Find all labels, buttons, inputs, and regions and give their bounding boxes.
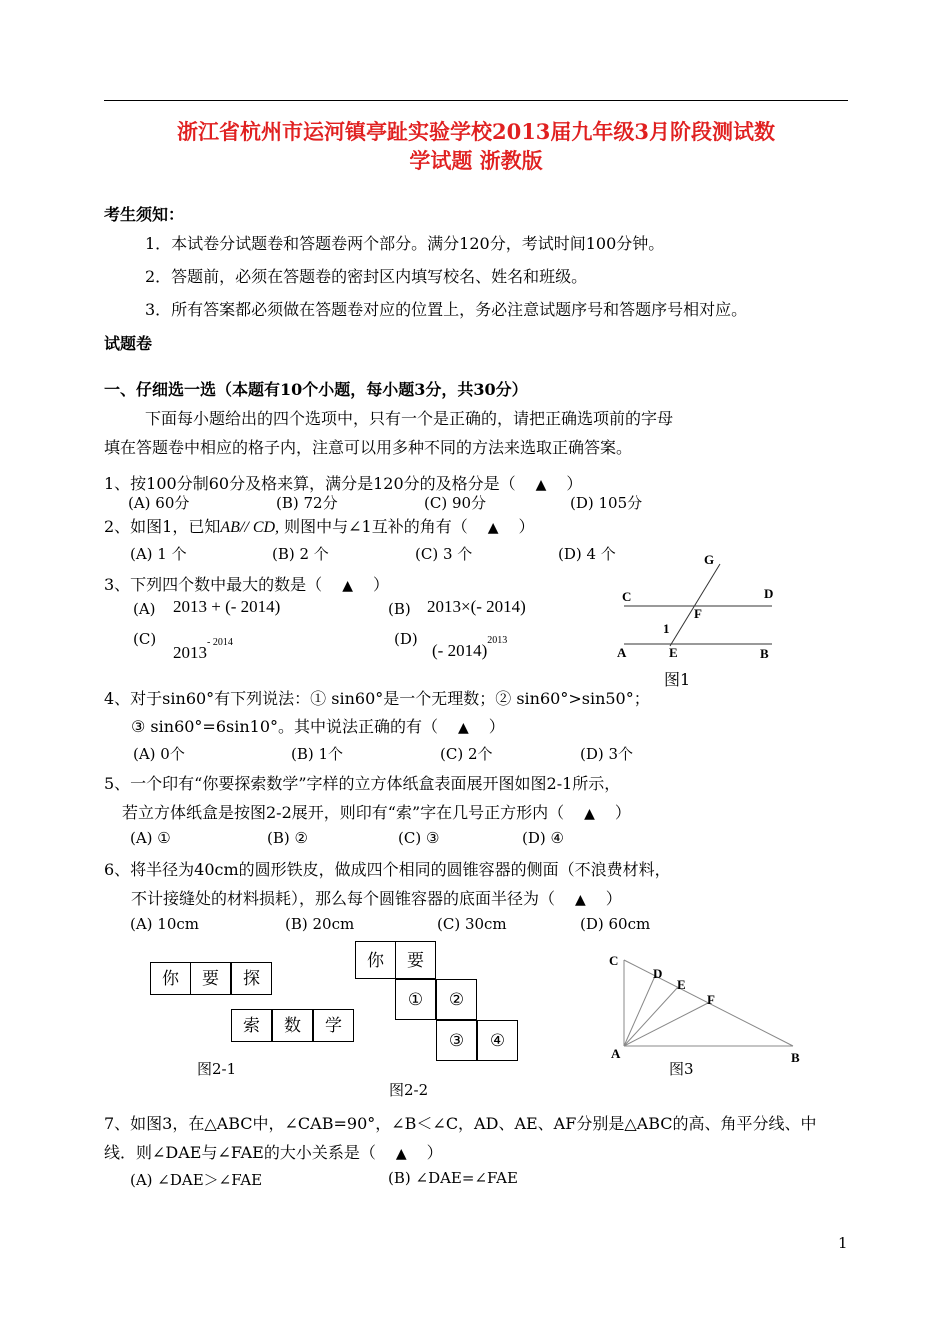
q6-option-c: (C) 30cm (437, 915, 507, 933)
q2-stem-text: 2、如图1，已知 (104, 517, 221, 536)
q7-close: ） (426, 1143, 443, 1162)
q2-option-d: (D) 4 个 (558, 545, 616, 563)
q3-stem-text: 3、下列四个数中最大的数是（ (104, 575, 323, 594)
q1-option-a: (A) 60分 (128, 494, 190, 512)
q5-option-c: (C) ③ (398, 829, 440, 847)
q4-option-d: (D) 3个 (580, 745, 634, 763)
notice-item-2: 2．答题前，必须在答题卷的密封区内填写校名、姓名和班级。 (145, 267, 588, 286)
fig3-label-d: D (653, 966, 663, 981)
q4-stem-text-2: ③ sin60°=6sin10°。其中说法正确的有（ (131, 717, 439, 736)
fig3-label-a: A (611, 1046, 621, 1061)
fig3-label-c: C (609, 953, 619, 968)
fig3-label-e: E (677, 977, 686, 992)
q4-option-c: (C) 2个 (440, 745, 493, 763)
q7-option-a: (A) ∠DAE＞∠FAE (130, 1171, 263, 1189)
fig1-caption: 图1 (664, 670, 691, 689)
q7-stem-text-2: 线．则∠DAE与∠FAE的大小关系是（ (104, 1143, 376, 1162)
q4-stem: 4、对于sin60°有下列说法：① sin60°是一个无理数；② sin60°>sin50°； (104, 689, 650, 708)
q3-close: ） (372, 575, 389, 594)
fig21-cell: 要 (190, 962, 231, 995)
notice-item-3: 3．所有答案都必须做在答题卷对应的位置上，务必注意试题序号和答题序号相对应。 (145, 300, 748, 319)
q2-option-b: (B) 2 个 (272, 545, 329, 563)
header-rule (104, 100, 848, 101)
fig21-cell: 数 (272, 1009, 313, 1042)
paper-label: 试题卷 (104, 334, 153, 353)
answer-triangle-icon: ▲ (487, 520, 499, 536)
q3-label-d: (D) (394, 630, 418, 648)
q3-expr-d-base: (- 2014) (432, 641, 488, 660)
title-line-2: 学试题 浙教版 (409, 148, 543, 173)
figure-3 (600, 950, 810, 1060)
line-transversal (670, 564, 720, 646)
q3-expr-d (432, 635, 508, 661)
section1-intro-1: 下面每小题给出的四个选项中，只有一个是正确的，请把正确选项前的字母 (145, 409, 674, 428)
notice-item-1: 1．本试卷分试题卷和答题卷两个部分。满分120分，考试时间100分钟。 (145, 234, 665, 253)
fig1-label-1: 1 (663, 621, 670, 636)
q3-label-b: (B) (388, 600, 411, 618)
median-af (624, 1003, 708, 1046)
q6-option-d: (D) 60cm (580, 915, 651, 933)
q1-stem-text: 1、按100分制60分及格来算，满分是120分的及格分是（ (104, 474, 516, 493)
q6-stem-2 (131, 886, 622, 909)
answer-triangle-icon: ▲ (575, 892, 586, 908)
answer-triangle-icon: ▲ (458, 720, 469, 736)
fig1-label-a: A (617, 645, 627, 660)
notice-heading: 考生须知： (104, 205, 185, 224)
q4-option-b: (B) 1个 (291, 745, 344, 763)
q4-option-a: (A) 0个 (133, 745, 185, 763)
fig1-label-g: G (704, 552, 715, 567)
q3-expr-d-exp: 2013 (487, 635, 508, 647)
q1-option-c: (C) 90分 (424, 494, 487, 512)
section1-heading: 一、仔细选一选（本题有10个小题，每小题3分，共30分） (104, 380, 528, 399)
q3-expr-c-exp: - 2014 (207, 637, 233, 649)
q6-stem-text-2: 不计接缝处的材料损耗），那么每个圆锥容器的底面半径为（ (131, 889, 556, 908)
q1-stem (104, 471, 582, 494)
fig22-cell: ② (436, 979, 477, 1020)
q6-stem: 6、将半径为40cm的圆形铁皮，做成四个相同的圆锥容器的侧面（不浪费材料， (104, 860, 671, 879)
q5-stem-2 (122, 800, 631, 823)
q1-option-d: (D) 105分 (570, 494, 643, 512)
fig22-cell: 你 (355, 941, 396, 979)
altitude-ad (624, 976, 655, 1046)
q5-option-a: (A) ① (130, 829, 171, 847)
fig21-cell: 索 (231, 1009, 272, 1042)
fig1-label-f: F (694, 606, 702, 621)
page-number: 1 (838, 1234, 848, 1252)
q7-stem: 7、如图3，在△ABC中，∠CAB=90°，∠B＜∠C，AD、AE、AF分别是△ABC的高、角平分线、中 (104, 1114, 817, 1133)
q6-close: ） (605, 889, 622, 908)
fig1-label-e: E (669, 645, 678, 660)
q1-close: ） (566, 474, 583, 493)
title-line-1: 浙江省杭州市运河镇亭趾实验学校2013届九年级3月阶段测试数 (176, 119, 776, 144)
q2-option-c: (C) 3 个 (415, 545, 473, 563)
q5-option-d: (D) ④ (522, 829, 564, 847)
fig22-cell: ④ (477, 1020, 518, 1061)
section1-intro-2: 填在答题卷中相应的格子内，注意可以用多种不同的方法来选取正确答案。 (104, 438, 633, 457)
q3-label-a: (A) (133, 600, 156, 618)
fig22-cell: 要 (395, 941, 436, 979)
fig3-label-b: B (791, 1050, 800, 1065)
fig3-label-f: F (707, 992, 715, 1007)
fig1-label-c: C (622, 589, 632, 604)
q3-expr-c-base: 2013 (173, 643, 207, 662)
q6-option-b: (B) 20cm (285, 915, 355, 933)
q4-close: ） (488, 717, 505, 736)
q3-label-c: (C) (133, 630, 157, 648)
q7-stem-2 (104, 1140, 443, 1163)
q5-option-b: (B) ② (267, 829, 308, 847)
fig21-cell: 你 (150, 962, 191, 995)
q2-math: AB// CD, (220, 519, 280, 536)
fig22-cell: ③ (436, 1020, 477, 1061)
q5-close: ） (614, 803, 631, 822)
answer-triangle-icon: ▲ (535, 477, 547, 493)
fig22-cell: ① (395, 979, 436, 1020)
fig21-cell: 学 (313, 1009, 354, 1042)
q2-close: ） (518, 517, 535, 536)
q1-option-b: (B) 72分 (276, 494, 338, 512)
answer-triangle-icon: ▲ (584, 806, 595, 822)
q2-stem-text-2: 则图中与∠1互补的角有（ (284, 517, 468, 536)
q4-stem-2 (131, 714, 505, 737)
q7-option-b: (B) ∠DAE=∠FAE (388, 1169, 518, 1187)
q5-stem: 5、一个印有“你要探索数学”字样的立方体纸盒表面展开图如图2-1所示， (104, 774, 621, 793)
q3-expr-a: 2013 + (- 2014) (173, 597, 281, 616)
q3-expr-c (173, 637, 233, 663)
q2-option-a: (A) 1 个 (130, 545, 187, 563)
answer-triangle-icon: ▲ (395, 1146, 407, 1162)
answer-triangle-icon: ▲ (342, 578, 353, 594)
q3-expr-b: 2013×(- 2014) (427, 597, 526, 616)
fig22-caption: 图2-2 (389, 1081, 429, 1099)
fig3-caption: 图3 (669, 1060, 694, 1078)
q2-stem (104, 514, 535, 537)
q6-option-a: (A) 10cm (130, 915, 200, 933)
fig1-label-b: B (760, 646, 769, 661)
fig1-label-d: D (764, 586, 774, 601)
fig21-cell: 探 (231, 962, 272, 995)
q5-stem-text-2: 若立方体纸盒是按图2-2展开，则印有“索”字在几号正方形内（ (122, 803, 565, 822)
bisector-ae (624, 987, 678, 1046)
q3-stem (104, 572, 389, 595)
fig21-caption: 图2-1 (197, 1060, 237, 1078)
